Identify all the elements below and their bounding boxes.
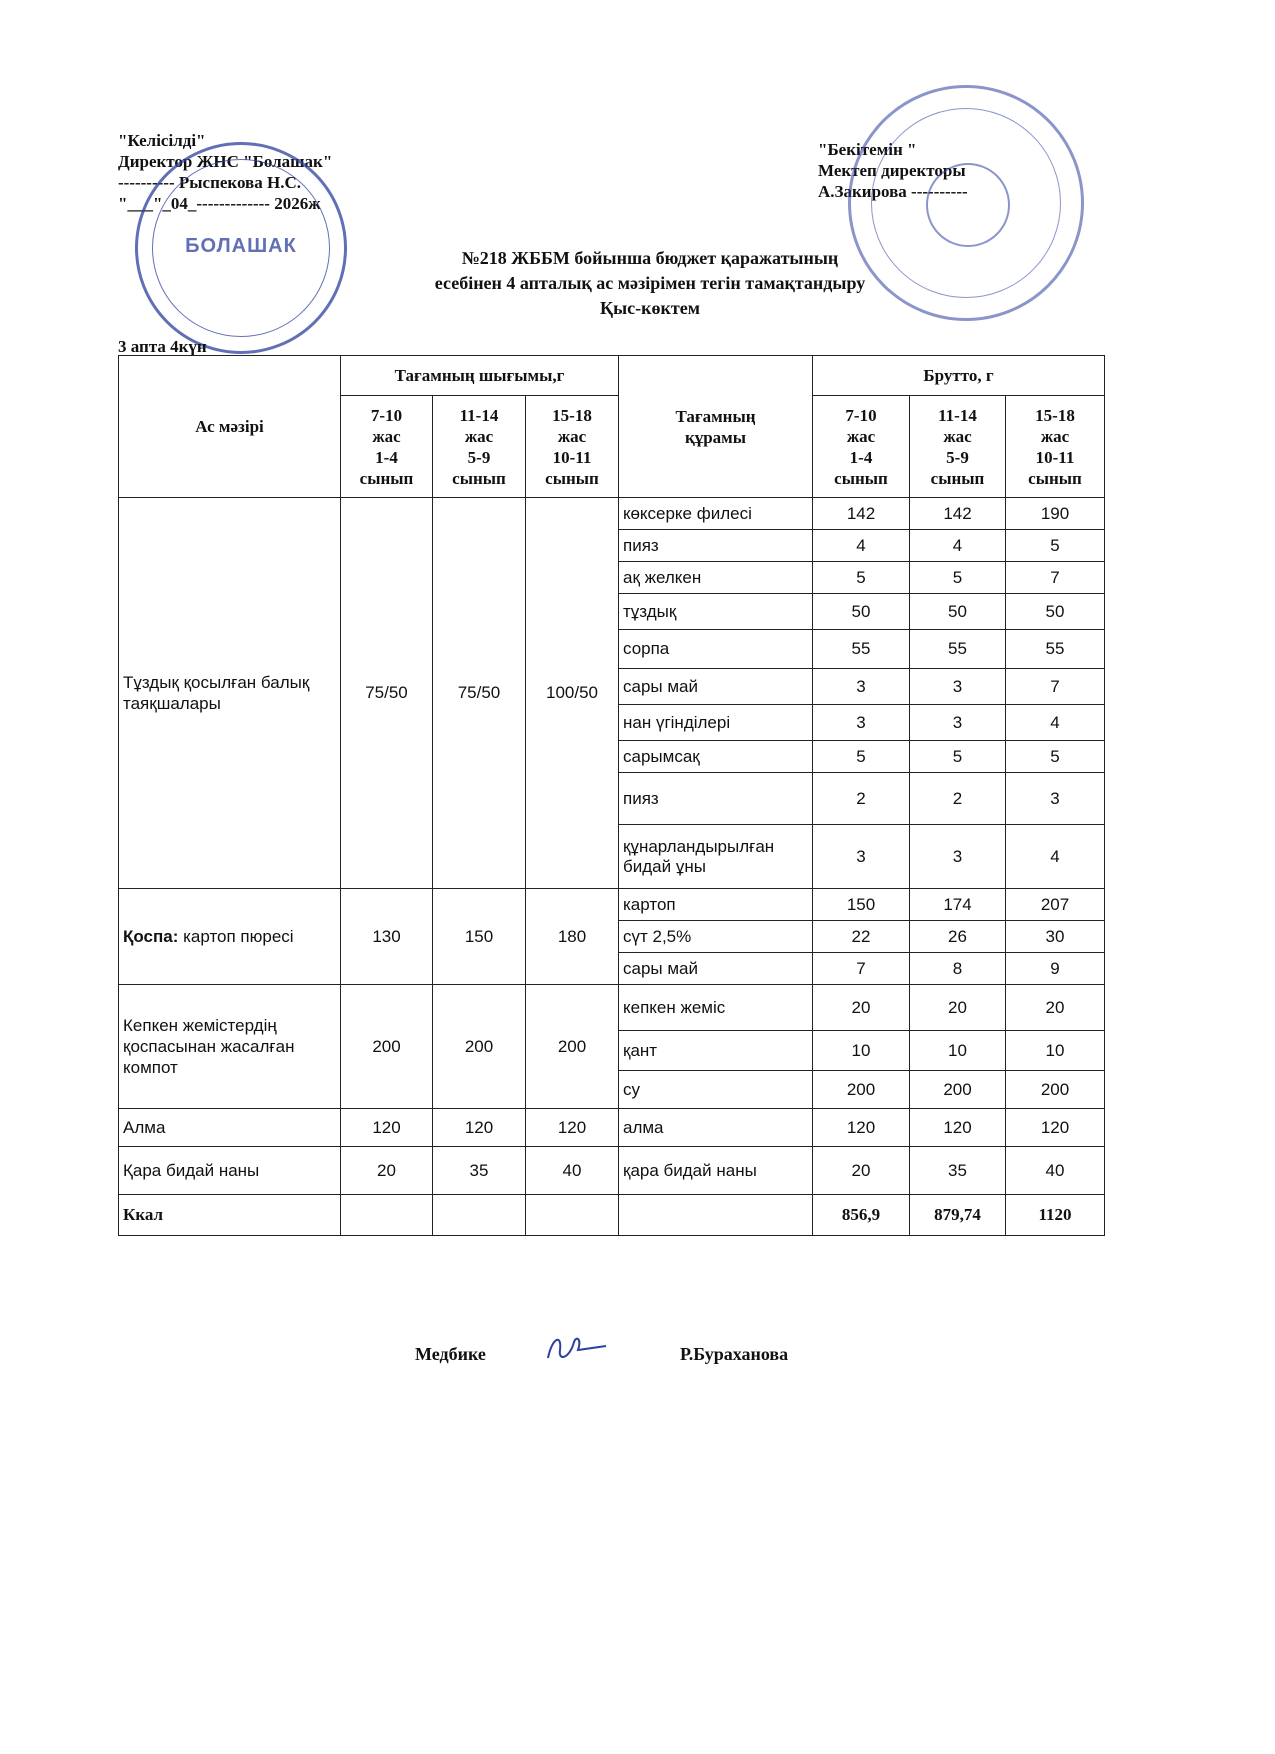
brutto-value: 5 — [1006, 530, 1105, 562]
menu-table — [118, 355, 1105, 1236]
total-kcal: 856,9 — [813, 1195, 910, 1236]
ingredient-name: ақ желкен — [619, 562, 813, 594]
grade-range: 10-11 — [552, 447, 592, 467]
ingredient-name: құнарландырылған бидай ұны — [619, 825, 813, 889]
grade-unit: сынып — [452, 468, 506, 488]
brutto-value: 2 — [813, 773, 910, 825]
brutto-value: 10 — [910, 1031, 1006, 1071]
grade-range: 1-4 — [849, 447, 873, 467]
brutto-value: 5 — [813, 741, 910, 773]
brutto-value: 4 — [813, 530, 910, 562]
age-range: 7-10 — [845, 405, 877, 425]
brutto-value: 8 — [910, 953, 1006, 985]
dish-output: 200 — [526, 985, 619, 1109]
age-header — [526, 396, 619, 498]
brutto-value: 10 — [1006, 1031, 1105, 1071]
brutto-value: 3 — [813, 669, 910, 705]
brutto-value: 5 — [1006, 741, 1105, 773]
dish-name-lead: Қоспа: — [123, 927, 179, 946]
dish-name: Алма — [119, 1109, 341, 1147]
signature-icon — [540, 1328, 610, 1368]
age-unit: жас — [372, 426, 401, 446]
brutto-value: 5 — [910, 562, 1006, 594]
brutto-value: 50 — [910, 594, 1006, 630]
grade-unit: сынып — [834, 468, 888, 488]
ingredient-name: нан үгінділері — [619, 705, 813, 741]
table-row — [119, 1109, 1105, 1147]
ingredient-name: сорпа — [619, 630, 813, 669]
brutto-value: 30 — [1006, 921, 1105, 953]
brutto-value: 40 — [1006, 1147, 1105, 1195]
age-header — [910, 396, 1006, 498]
brutto-value: 3 — [813, 825, 910, 889]
dish-output: 120 — [341, 1109, 433, 1147]
ingredient-name: алма — [619, 1109, 813, 1147]
dish-output: 200 — [341, 985, 433, 1109]
brutto-value: 142 — [910, 498, 1006, 530]
principal-line: Мектеп директоры — [818, 161, 966, 180]
age-unit: жас — [464, 426, 494, 446]
brutto-value: 55 — [910, 630, 1006, 669]
brutto-value: 200 — [813, 1071, 910, 1109]
age-range: 15-18 — [1035, 405, 1075, 425]
ingredient-name: қант — [619, 1031, 813, 1071]
brutto-value: 4 — [1006, 705, 1105, 741]
emblem-icon — [926, 163, 1010, 247]
brutto-value: 7 — [1006, 562, 1105, 594]
dish-output: 200 — [433, 985, 526, 1109]
brutto-value: 4 — [1006, 825, 1105, 889]
brutto-value: 120 — [1006, 1109, 1105, 1147]
ingredient-name: картоп — [619, 889, 813, 921]
col-brutto-header: Брутто, г — [813, 356, 1105, 396]
empty-cell — [433, 1195, 526, 1236]
grade-range: 10-11 — [1035, 447, 1075, 467]
dish-name-text: картоп пюресі — [178, 927, 294, 946]
dish-output: 130 — [341, 889, 433, 985]
week-day-label: 3 апта 4күн — [118, 337, 207, 356]
table-row — [119, 498, 1105, 530]
age-range: 11-14 — [459, 405, 499, 425]
brutto-value: 150 — [813, 889, 910, 921]
table-row — [119, 1147, 1105, 1195]
ingredient-name: сүт 2,5% — [619, 921, 813, 953]
total-kcal: 879,74 — [910, 1195, 1006, 1236]
age-range: 7-10 — [370, 405, 403, 425]
dish-output: 40 — [526, 1147, 619, 1195]
brutto-value: 120 — [813, 1109, 910, 1147]
brutto-value: 200 — [1006, 1071, 1105, 1109]
stamp-name: БОЛАШАК — [185, 235, 297, 257]
approval-date: "___"_04_------------- 2026ж — [118, 194, 321, 213]
empty-cell — [526, 1195, 619, 1236]
empty-cell — [619, 1195, 813, 1236]
director-name: ---------- Рыспекова Н.С. — [118, 173, 301, 192]
brutto-value: 3 — [910, 705, 1006, 741]
dish-output: 180 — [526, 889, 619, 985]
brutto-value: 7 — [1006, 669, 1105, 705]
ingredient-name: сары май — [619, 669, 813, 705]
table-row — [119, 985, 1105, 1031]
brutto-value: 3 — [910, 669, 1006, 705]
director-line: Директор ЖНС "Болашак" — [118, 152, 333, 171]
principal-name: А.Закирова ---------- — [818, 182, 968, 201]
brutto-value: 3 — [1006, 773, 1105, 825]
brutto-value: 2 — [910, 773, 1006, 825]
dish-output: 100/50 — [526, 498, 619, 889]
total-row — [119, 1195, 1105, 1236]
brutto-value: 3 — [910, 825, 1006, 889]
ingredient-name: пияз — [619, 530, 813, 562]
brutto-value: 174 — [910, 889, 1006, 921]
brutto-value: 4 — [910, 530, 1006, 562]
table-row — [119, 889, 1105, 921]
title-season: Қыс-көктем — [600, 298, 700, 318]
total-label: Ккал — [119, 1195, 341, 1236]
age-header — [341, 396, 433, 498]
brutto-value: 26 — [910, 921, 1006, 953]
age-range: 15-18 — [552, 405, 592, 425]
empty-cell — [341, 1195, 433, 1236]
document-title — [250, 246, 1050, 321]
brutto-value: 55 — [1006, 630, 1105, 669]
dish-output: 120 — [526, 1109, 619, 1147]
ingredient-name: пияз — [619, 773, 813, 825]
ingredient-name: кепкен жеміс — [619, 985, 813, 1031]
ingredient-name: су — [619, 1071, 813, 1109]
total-kcal: 1120 — [1006, 1195, 1105, 1236]
brutto-value: 22 — [813, 921, 910, 953]
ingredient-name: тұздық — [619, 594, 813, 630]
col-composition-line1: Тағамның — [675, 406, 756, 426]
dish-output: 150 — [433, 889, 526, 985]
dish-name: Тұздық қосылған балық таяқшалары — [119, 498, 341, 889]
ingredient-name: көксерке филесі — [619, 498, 813, 530]
brutto-value: 50 — [1006, 594, 1105, 630]
grade-unit: сынып — [1028, 468, 1082, 488]
brutto-value: 7 — [813, 953, 910, 985]
age-unit: жас — [557, 426, 587, 446]
ingredient-name: сары май — [619, 953, 813, 985]
confirm-label: "Бекітемін " — [818, 140, 917, 159]
dish-output: 75/50 — [433, 498, 526, 889]
grade-range: 5-9 — [467, 447, 491, 467]
signature-name: Р.Бураханова — [680, 1344, 789, 1364]
title-line-1: №218 ЖББМ бойынша бюджет қаражатының — [461, 248, 839, 268]
brutto-value: 190 — [1006, 498, 1105, 530]
brutto-value: 20 — [813, 985, 910, 1031]
dish-output: 35 — [433, 1147, 526, 1195]
col-composition-header — [619, 356, 813, 498]
brutto-value: 142 — [813, 498, 910, 530]
dish-name: Қара бидай наны — [119, 1147, 341, 1195]
brutto-value: 3 — [813, 705, 910, 741]
dish-name — [119, 889, 341, 985]
ingredient-name: қара бидай наны — [619, 1147, 813, 1195]
grade-range: 1-4 — [375, 447, 398, 467]
brutto-value: 9 — [1006, 953, 1105, 985]
signature-role: Медбике — [415, 1344, 486, 1364]
brutto-value: 20 — [910, 985, 1006, 1031]
brutto-value: 120 — [910, 1109, 1006, 1147]
dish-output: 20 — [341, 1147, 433, 1195]
grade-range: 5-9 — [946, 447, 969, 467]
ingredient-name: сарымсақ — [619, 741, 813, 773]
col-output-header: Тағамның шығымы,г — [341, 356, 619, 396]
brutto-value: 55 — [813, 630, 910, 669]
age-header — [433, 396, 526, 498]
col-menu-header: Ас мәзірі — [119, 356, 341, 498]
brutto-value: 207 — [1006, 889, 1105, 921]
dish-name: Кепкен жемістердің қоспасынан жасалған компот — [119, 985, 341, 1109]
age-unit: жас — [943, 426, 972, 446]
brutto-value: 35 — [910, 1147, 1006, 1195]
brutto-value: 20 — [813, 1147, 910, 1195]
grade-unit: сынып — [930, 468, 985, 488]
title-line-2: есебінен 4 апталық ас мәзірімен тегін тамақтандыру — [434, 273, 866, 293]
age-range: 11-14 — [938, 405, 977, 425]
grade-unit: сынып — [545, 468, 599, 488]
age-header — [813, 396, 910, 498]
age-header — [1006, 396, 1105, 498]
brutto-value: 5 — [813, 562, 910, 594]
brutto-value: 50 — [813, 594, 910, 630]
dish-output: 120 — [433, 1109, 526, 1147]
age-unit: жас — [846, 426, 876, 446]
col-composition-line2: құрамы — [684, 427, 747, 447]
brutto-value: 5 — [910, 741, 1006, 773]
brutto-value: 20 — [1006, 985, 1105, 1031]
brutto-value: 10 — [813, 1031, 910, 1071]
dish-output: 75/50 — [341, 498, 433, 889]
age-unit: жас — [1040, 426, 1070, 446]
approved-label: "Келісілді" — [118, 131, 206, 150]
grade-unit: сынып — [359, 468, 414, 488]
brutto-value: 200 — [910, 1071, 1006, 1109]
